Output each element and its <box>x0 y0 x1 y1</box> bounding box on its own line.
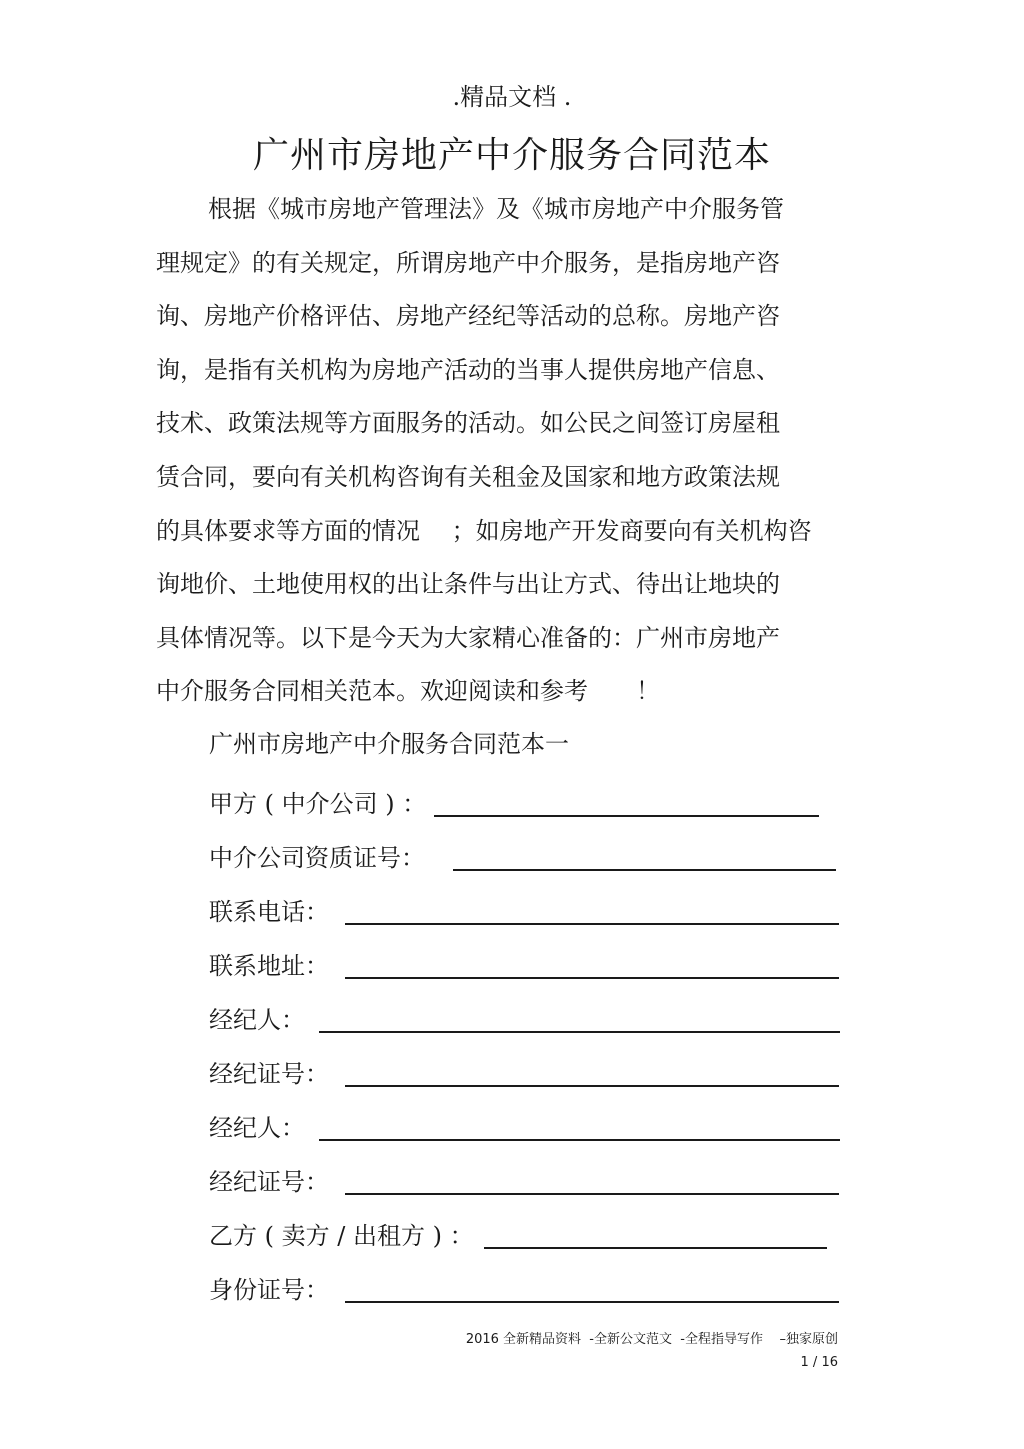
fill-in-blank <box>434 789 819 817</box>
field-label: 联系电话： <box>209 898 329 926</box>
fill-in-blank <box>484 1221 827 1249</box>
form-field-phone <box>209 891 839 927</box>
fill-in-blank <box>345 951 839 979</box>
intro-line: 赁合同，要向有关机构咨询有关租金及国家和地方政策法规 <box>156 462 780 491</box>
page-number: 1 / 16 <box>800 1355 838 1370</box>
fill-in-blank <box>453 843 836 871</box>
fill-in-blank <box>345 897 839 925</box>
intro-line: 技术、政策法规等方面服务的活动。如公民之间签订房屋租 <box>156 409 780 438</box>
fill-in-blank <box>345 1167 839 1195</box>
form-field-address <box>209 945 839 981</box>
intro-line: 根据《城市房地产管理法》及《城市房地产中介服务管 <box>208 195 784 223</box>
intro-line: 理规定》的有关规定，所谓房地产中介服务，是指房地产咨 <box>156 248 780 277</box>
field-label: 经纪证号： <box>209 1060 329 1088</box>
field-label: 经纪人： <box>209 1006 305 1034</box>
form-field-agent-license <box>209 1053 839 1089</box>
fill-in-blank <box>345 1059 839 1087</box>
section-heading: 广州市房地产中介服务合同范本一 <box>209 730 569 758</box>
document-title: 广州市房地产中介服务合同范本 <box>252 135 771 176</box>
field-label: 经纪证号： <box>209 1168 329 1196</box>
intro-line: 中介服务合同相关范本。欢迎阅读和参考 ！ <box>156 677 660 706</box>
intro-line: 具体情况等。以下是今天为大家精心准备的：广州市房地产 <box>156 623 780 652</box>
field-label: 联系地址： <box>209 952 329 980</box>
intro-line: 询、房地产价格评估、房地产经纪等活动的总称。房地产咨 <box>156 302 780 331</box>
form-field-agent <box>209 999 840 1035</box>
intro-line: 询，是指有关机构为房地产活动的当事人提供房地产信息、 <box>156 355 780 384</box>
intro-line: 的具体要求等方面的情况 ；如房地产开发商要向有关机构咨 <box>156 516 812 545</box>
fill-in-blank <box>319 1005 840 1033</box>
header-mark: .精品文档 . <box>452 83 572 111</box>
form-field-agent-license-2 <box>209 1161 839 1197</box>
form-field-qualification <box>209 837 836 873</box>
fill-in-blank <box>345 1275 839 1303</box>
intro-paragraph <box>156 183 812 719</box>
form-field-agent-2 <box>209 1107 840 1143</box>
fill-in-blank <box>319 1113 840 1141</box>
intro-line: 询地价、土地使用权的出让条件与出让方式、待出让地块的 <box>156 570 780 599</box>
field-label: 经纪人： <box>209 1114 305 1142</box>
footer-tagline: 2016 全新精品资料 -全新公文范文 -全程指导写作 –独家原创 <box>465 1332 838 1347</box>
field-label: 中介公司资质证号： <box>209 844 425 872</box>
form-field-party-a <box>209 783 819 819</box>
field-label: 乙方 ( 卖方 / 出租方 ) ： <box>209 1222 474 1250</box>
form-field-id-number <box>209 1269 839 1305</box>
field-label: 身份证号： <box>209 1276 329 1304</box>
form-field-party-b <box>209 1215 827 1251</box>
field-label: 甲方 ( 中介公司 ) ： <box>209 790 427 818</box>
